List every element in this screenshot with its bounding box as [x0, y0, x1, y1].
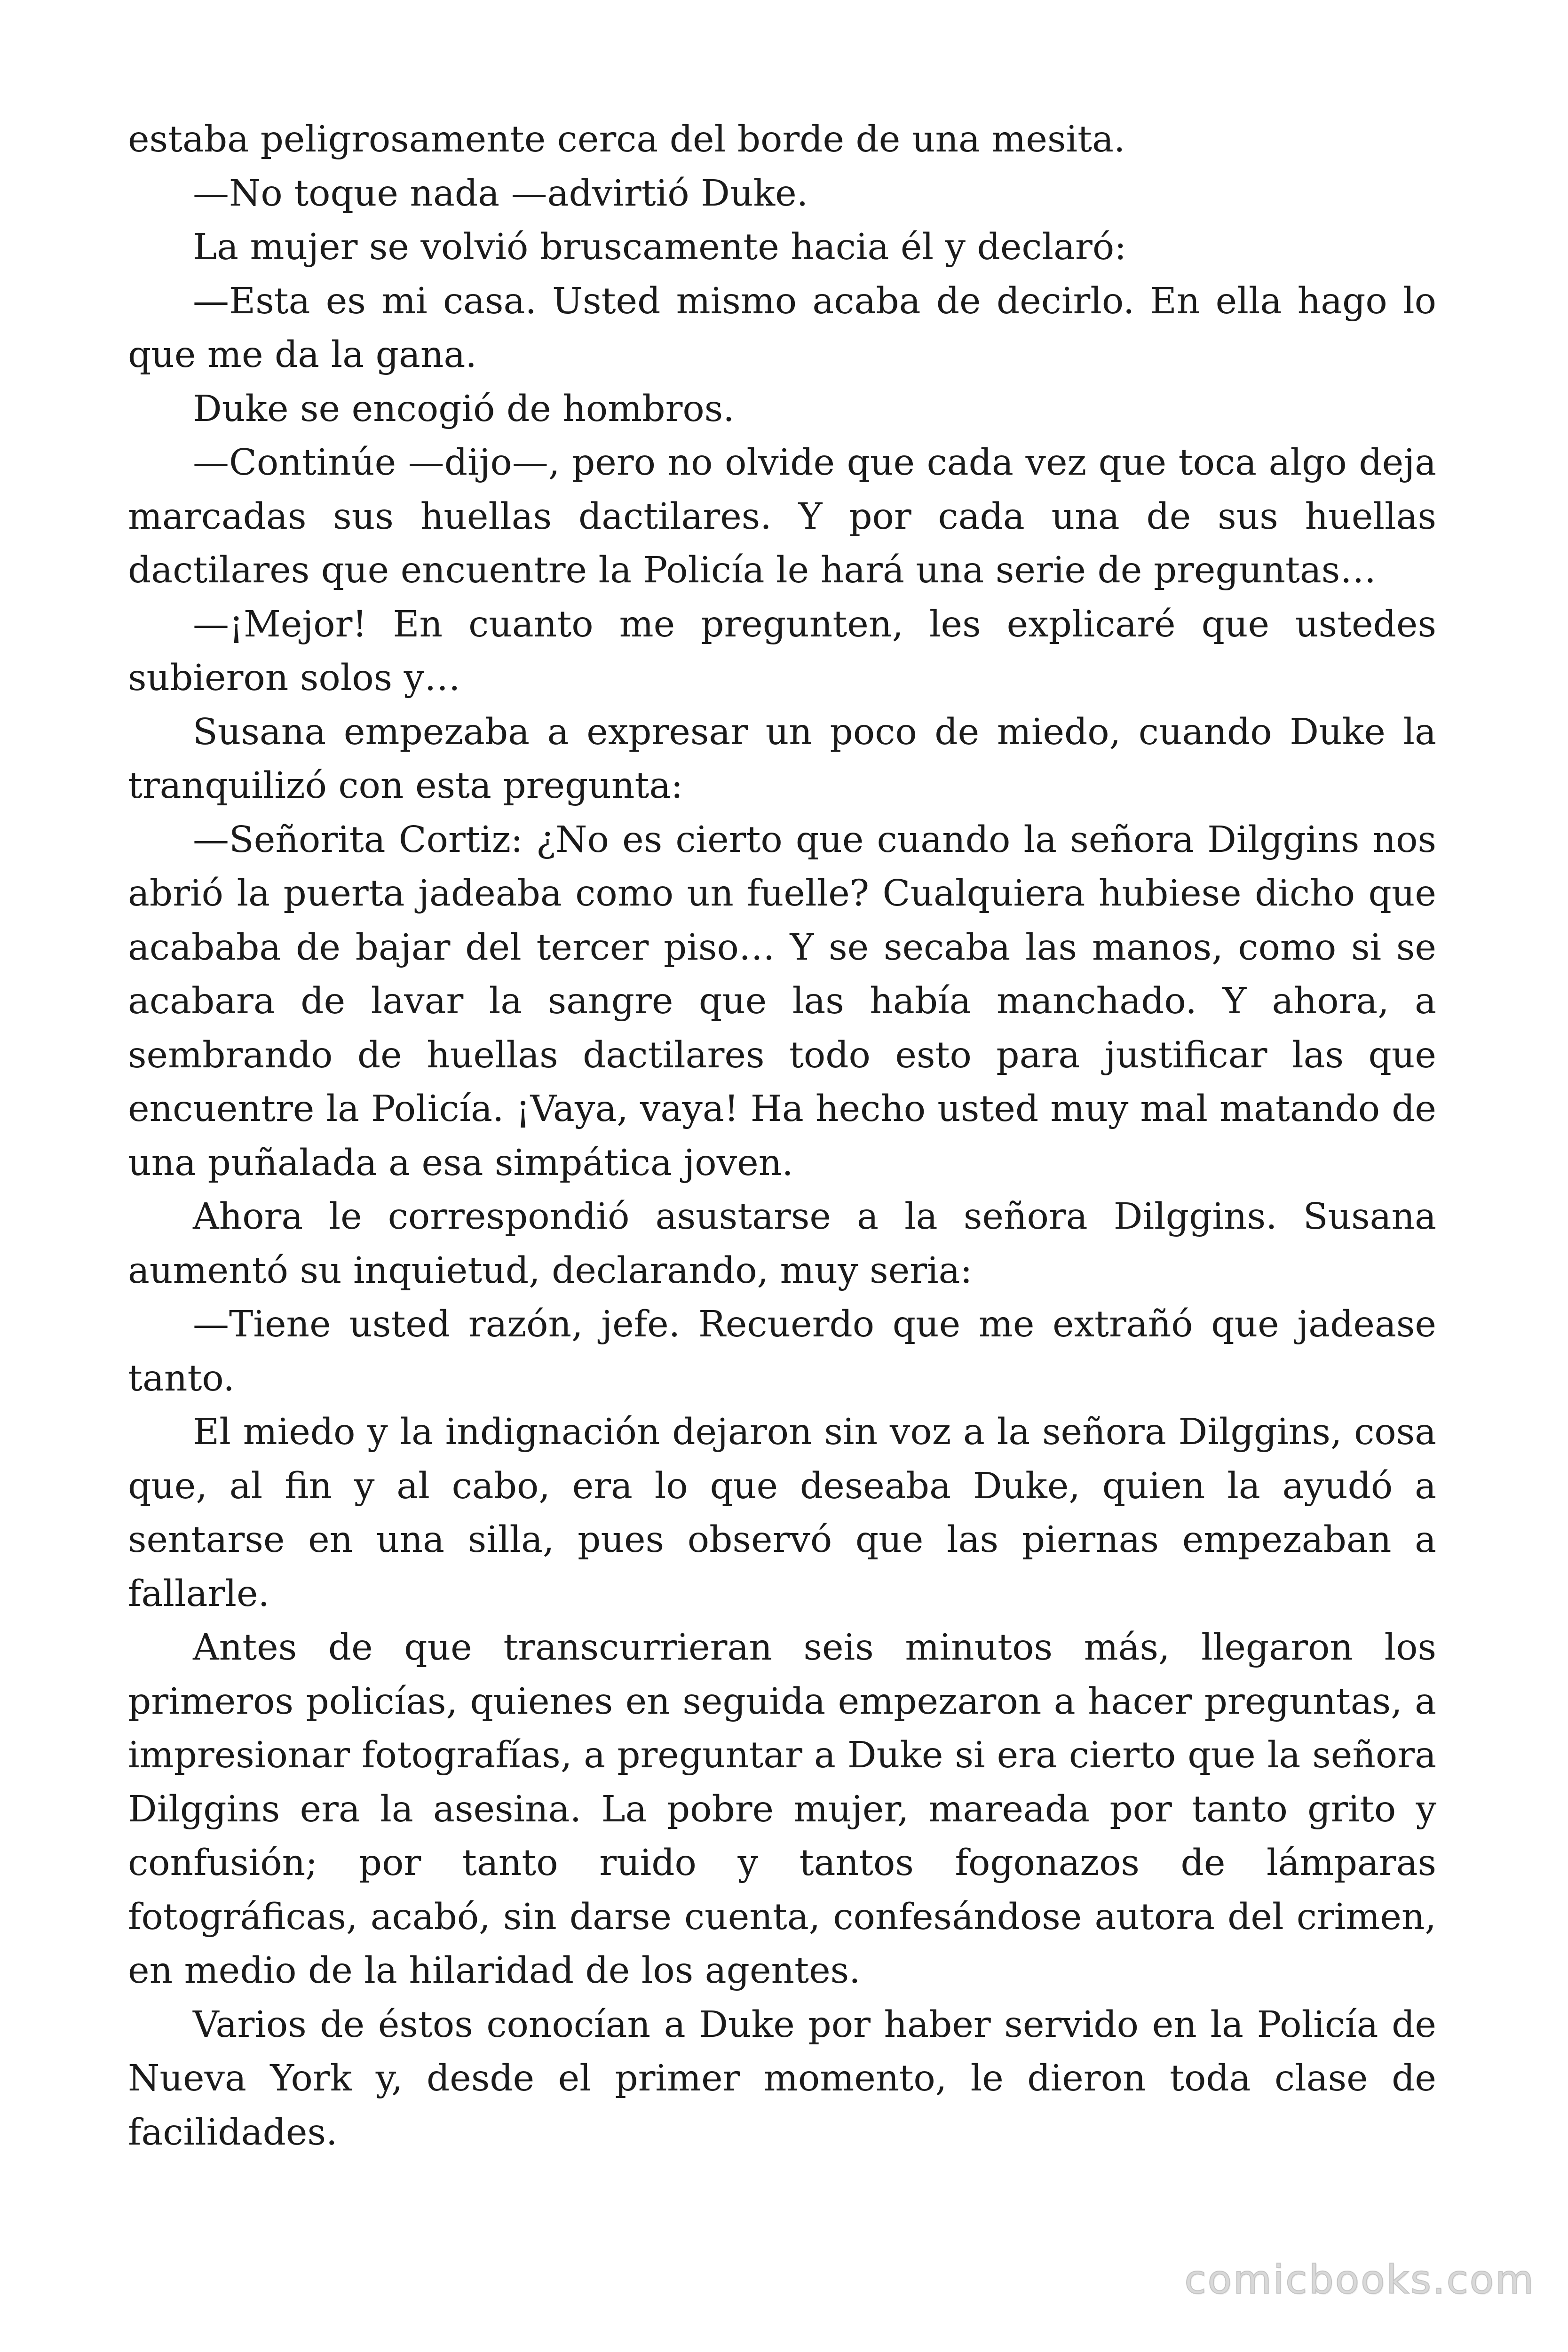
paragraph-continuation: estaba peligrosamente cerca del borde de una mesita. [128, 119, 1125, 160]
paragraph: Antes de que transcurrieran seis minutos más, llegaron los primeros policías, quienes en seguida empezaron a hacer preguntas, a impresionar fotografías, a preguntar a Duke si era cierto que la señora Dilggins era la asesina. La pobre mujer, mareada por tanto grito y confusión; por tanto ruido y tantos fogonazos de lámparas fotográficas, acabó, sin darse cuenta, confesándose autora del crimen, en medio de la hilaridad de los agentes. [128, 1627, 1436, 1992]
paragraph: Varios de éstos conocían a Duke por haber servido en la Policía de Nueva York y, desde el primer momento, le dieron toda clase de facilidades. [128, 2003, 1436, 2153]
paragraph-dialogue: —Tiene usted razón, jefe. Recuerdo que me extrañó que jadease tanto. [128, 1303, 1436, 1399]
watermark: comicbooks.com [1184, 2257, 1535, 2303]
paragraph: El miedo y la indignación dejaron sin voz a la señora Dilggins, cosa que, al fin y al cabo, era lo que deseaba Duke, quien la ayudó a sentarse en una silla, pues observó que las piernas empezaban a fallarle. [128, 1411, 1436, 1615]
paragraph-dialogue: —¡Mejor! En cuanto me pregunten, les explicaré que ustedes subieron solos y… [128, 603, 1436, 699]
paragraph: Susana empezaba a expresar un poco de miedo, cuando Duke la tranquilizó con esta pregunta: [128, 711, 1436, 807]
paragraph: Ahora le correspondió asustarse a la señora Dilggins. Susana aumentó su inquietud, declarando, muy seria: [128, 1196, 1436, 1292]
paragraph-dialogue: —No toque nada —advirtió Duke. [193, 172, 808, 215]
paragraph: La mujer se volvió bruscamente hacia él y declaró: [193, 226, 1127, 268]
paragraph-dialogue: —Esta es mi casa. Usted mismo acaba de decirlo. En ella hago lo que me da la gana. [128, 280, 1436, 376]
paragraph: Duke se encogió de hombros. [193, 388, 735, 430]
paragraph-dialogue: —Señorita Cortiz: ¿No es cierto que cuando la señora Dilggins nos abrió la puerta jadeaba como un fuelle? Cualquiera hubiese dicho que acababa de bajar del tercer piso… Y se secaba las manos, como si se acabara de lavar la sangre que las había manchado. Y ahora, a sembrando de huellas dactilares todo esto para justificar las que encuentre la Policía. ¡Vaya, vaya! Ha hecho usted muy mal matando de una puñalada a esa simpática joven. [128, 818, 1436, 1184]
paragraph-dialogue: —Continúe —dijo—, pero no olvide que cada vez que toca algo deja marcadas sus huellas dactilares. Y por cada una de sus huellas dactilares que encuentre la Policía le hará una serie de preguntas… [128, 442, 1436, 591]
page-body-text [128, 113, 1436, 2160]
